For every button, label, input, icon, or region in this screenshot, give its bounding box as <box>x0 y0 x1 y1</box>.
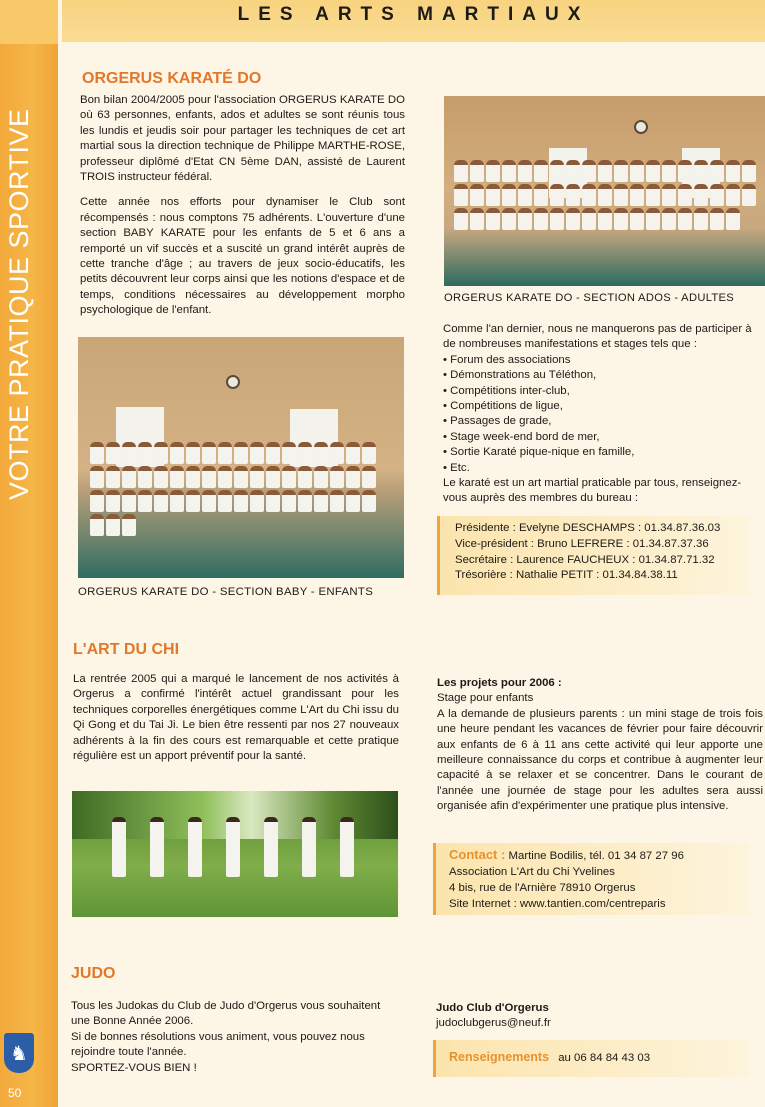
karate-events-block <box>443 322 763 507</box>
list-item: • Compétitions de ligue, <box>443 399 763 414</box>
karate-closing: Le karaté est un art martial praticable par tous, renseignez-vous auprès des membres du bureau : <box>443 477 742 505</box>
judo-para-2: Si de bonnes résolutions vous animent, vous pouvez nous rejoindre toute l'année. <box>71 1030 365 1059</box>
karate-intro: Comme l'an dernier, nous ne manquerons pas de participer à de nombreuses manifestations et stages tels que : <box>443 323 752 351</box>
judo-club-block <box>436 1001 756 1032</box>
judo-club-name: Judo Club d'Orgerus <box>436 1002 549 1014</box>
contact-line: Secrétaire : Laurence FAUCHEUX : 01.34.87.71.32 <box>455 553 715 566</box>
caption-baby: ORGERUS KARATE DO - SECTION BABY - ENFANTS <box>78 586 374 598</box>
judo-info-box <box>433 1040 749 1077</box>
contact-first-line <box>449 847 749 864</box>
practitioners <box>112 817 392 877</box>
projects-title: Les projets pour 2006 : <box>437 677 562 689</box>
contact-line: Vice-président : Bruno LEFRERE : 01.34.87.37.36 <box>455 537 709 550</box>
clock-icon <box>226 375 240 389</box>
list-item: • Compétitions inter-club, <box>443 384 763 399</box>
page-number: 50 <box>8 1086 22 1100</box>
group-of-adults <box>454 160 759 230</box>
karate-para-1: Bon bilan 2004/2005 pour l'association ORGERUS KARATE DO où 63 personnes, enfants, ados et adultes se sont réunis tous les lundis et jeudis soir pour partager les techniques de cet art martial sous la direction technique de Philippe MARTHE-ROSE, professeur diplômé d'Etat CN 5ème DAN, assisté de Laurent TROIS instructeur fédéral. <box>80 94 405 184</box>
list-item: • Stage week-end bord de mer, <box>443 430 763 445</box>
judo-para-1: Tous les Judokas du Club de Judo d'Orgerus vous souhaitent une Bonne Année 2006. <box>71 1000 381 1028</box>
contact-line: Association L'Art du Chi Yvelines <box>449 866 615 878</box>
chi-contact-box <box>433 843 749 915</box>
judo-para-3: SPORTEZ-VOUS BIEN ! <box>71 1061 197 1074</box>
contact-line: 4 bis, rue de l'Arnière 78910 Orgerus <box>449 882 636 894</box>
banner-title: LES ARTS MARTIAUX <box>237 4 590 25</box>
photo-chi-practice <box>72 791 398 917</box>
contact-line: Présidente : Evelyne DESCHAMPS : 01.34.87.36.03 <box>455 522 721 534</box>
judo-heading: JUDO <box>71 965 116 982</box>
contact-label: Contact : <box>449 847 506 862</box>
section-title: VOTRE PRATIQUE SPORTIVE <box>4 108 34 500</box>
karate-text <box>80 93 405 329</box>
karate-contacts-box <box>437 516 749 595</box>
contact-line: Trésorière : Nathalie PETIT : 01.34.84.38.11 <box>455 569 678 582</box>
projects-subtitle: Stage pour enfants <box>437 692 534 705</box>
list-item: • Sortie Karaté pique-nique en famille, <box>443 445 763 460</box>
info-label: Renseignements <box>449 1050 550 1064</box>
rooster-icon: ♞ <box>4 1033 34 1073</box>
events-list <box>443 353 763 476</box>
judo-text <box>71 999 399 1076</box>
list-item: • Forum des associations <box>443 353 763 368</box>
list-item: • Etc. <box>443 461 763 476</box>
karate-para-2: Cette année nos efforts pour dynamiser le Club sont récompensés : nous comptons 75 adhérents. L'ouverture d'une section BABY KARATE pour les enfants de 5 et 6 ans a remporté un vif succès et a suscité un grand intérêt auprès de cette tranche d'âge ; au travers de jeux socio-éducatifs, les petits découvrent leur corps ainsi que les notions d'espace et de temps, conditions nécessaires au développement morpho psychologique de l'enfant. <box>80 196 405 317</box>
chi-heading: L'ART DU CHI <box>73 641 180 658</box>
info-phone: au 06 84 84 43 03 <box>558 1052 651 1064</box>
chi-para: La rentrée 2005 qui a marqué le lancement de nos activités à Orgerus a confirmé l'intérêt actuel grandissant pour les techniques corporelles énergétiques comme L'Art du Chi issu du Qi Gong et du Tai Ji. Le bien être ressenti par nos 27 nouveaux adhérents à la fin des cours est remarquable et cette pratique régulière est un apport préventif pour la santé. <box>73 673 399 763</box>
contact-name: Martine Bodilis, tél. 01 34 87 27 96 <box>508 850 684 862</box>
photo-ados-section <box>444 96 765 286</box>
judo-club-email: judoclubgerus@neuf.fr <box>436 1017 551 1030</box>
list-item: • Passages de grade, <box>443 414 763 429</box>
photo-baby-section <box>78 337 404 578</box>
projects-text: A la demande de plusieurs parents : un mini stage de trois fois une heure pendant les vacances de février pour faire découvrir aux enfants de 6 à 11 ans cette activité qui leur apporte une meilleure connaissance du corps et contribue à augmenter leur capacité à se relaxer et se concentrer. Dans le courant de l'année une journée de stage pour les adultes sera aussi organisée afin d'expérimenter une pratique plus intensive. <box>437 707 763 813</box>
list-item: • Démonstrations au Téléthon, <box>443 368 763 383</box>
sidebar-cap <box>0 0 58 44</box>
karate-heading: ORGERUS KARATÉ DO <box>82 70 262 87</box>
clock-icon <box>634 120 648 134</box>
caption-ados: ORGERUS KARATE DO - SECTION ADOS - ADULTES <box>444 292 735 304</box>
chi-projects-block <box>437 676 763 815</box>
group-of-children <box>90 442 390 536</box>
contact-line: Site Internet : www.tantien.com/centreparis <box>449 898 666 910</box>
